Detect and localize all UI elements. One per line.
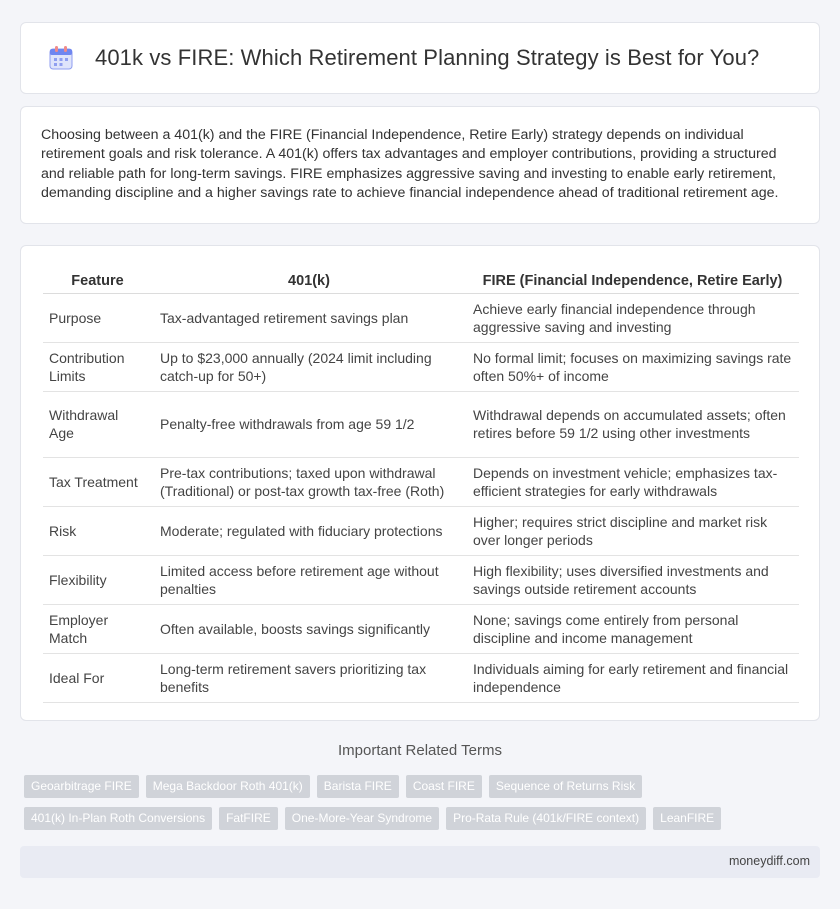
cell-401k: Often available, boosts savings significantly [152, 604, 466, 653]
calendar-icon [47, 44, 75, 72]
table-header-row [43, 266, 799, 293]
tag-coast-fire[interactable]: Coast FIRE [406, 775, 482, 798]
cell-feature: Tax Treatment [43, 457, 152, 506]
table-row [43, 391, 799, 457]
tag-geoarbitrage-fire[interactable]: Geoarbitrage FIRE [24, 775, 139, 798]
tag-barista-fire[interactable]: Barista FIRE [317, 775, 399, 798]
cell-401k: Pre-tax contributions; taxed upon withdrawal (Traditional) or post-tax growth tax-free (Roth) [152, 457, 466, 506]
cell-feature: Withdrawal Age [43, 391, 152, 457]
cell-fire: No formal limit; focuses on maximizing savings rate often 50%+ of income [466, 342, 799, 391]
cell-feature: Risk [43, 506, 152, 555]
tag-in-plan-roth-conversions[interactable]: 401(k) In-Plan Roth Conversions [24, 807, 212, 830]
table-row [43, 506, 799, 555]
header-card [20, 22, 820, 94]
cell-feature: Flexibility [43, 555, 152, 604]
tag-row [24, 807, 824, 830]
cell-401k: Moderate; regulated with fiduciary protections [152, 506, 466, 555]
cell-fire: Individuals aiming for early retirement and financial independence [466, 653, 799, 702]
related-terms-title: Important Related Terms [338, 742, 502, 759]
footer-site-link[interactable]: moneydiff.com [728, 854, 810, 868]
table-row [43, 293, 799, 342]
cell-401k: Long-term retirement savers prioritizing tax benefits [152, 653, 466, 702]
cell-401k: Tax-advantaged retirement savings plan [152, 293, 466, 342]
tag-one-more-year-syndrome[interactable]: One-More-Year Syndrome [285, 807, 439, 830]
cell-fire: None; savings come entirely from personal discipline and income management [466, 604, 799, 653]
table-row [43, 555, 799, 604]
header-feature: Feature [43, 266, 152, 293]
table-row [43, 604, 799, 653]
cell-feature: Employer Match [43, 604, 152, 653]
cell-feature: Purpose [43, 293, 152, 342]
cell-401k: Limited access before retirement age without penalties [152, 555, 466, 604]
cell-fire: Achieve early financial independence through aggressive saving and investing [466, 293, 799, 342]
intro-paragraph: Choosing between a 401(k) and the FIRE (Financial Independence, Retire Early) strategy depends on individual retirement goals and risk tolerance. A 401(k) offers tax advantages and employer contributions, providing a structured and reliable path for long-term savings. FIRE emphasizes aggressive saving and investing to enable early retirement, demanding discipline and a higher savings rate to achieve financial independence ahead of traditional retirement age. [41, 127, 779, 201]
tag-sequence-of-returns-risk[interactable]: Sequence of Returns Risk [489, 775, 642, 798]
footer [20, 846, 820, 878]
cell-feature: Contribution Limits [43, 342, 152, 391]
cell-feature: Ideal For [43, 653, 152, 702]
tag-row [24, 775, 824, 798]
cell-fire: Depends on investment vehicle; emphasizes tax-efficient strategies for early withdrawals [466, 457, 799, 506]
comparison-table [43, 266, 799, 703]
cell-fire: High flexibility; uses diversified investments and savings outside retirement accounts [466, 555, 799, 604]
cell-401k: Penalty-free withdrawals from age 59 1/2 [152, 391, 466, 457]
cell-401k: Up to $23,000 annually (2024 limit including catch-up for 50+) [152, 342, 466, 391]
tag-mega-backdoor-roth[interactable]: Mega Backdoor Roth 401(k) [146, 775, 310, 798]
table-row [43, 342, 799, 391]
header-401k: 401(k) [152, 266, 466, 293]
table-row [43, 653, 799, 702]
comparison-card [20, 245, 820, 721]
cell-fire: Higher; requires strict discipline and market risk over longer periods [466, 506, 799, 555]
cell-fire: Withdrawal depends on accumulated assets; often retires before 59 1/2 using other investments [466, 391, 799, 457]
tag-pro-rata-rule[interactable]: Pro-Rata Rule (401k/FIRE context) [446, 807, 646, 830]
intro-card [20, 106, 820, 224]
page-title: 401k vs FIRE: Which Retirement Planning Strategy is Best for You? [95, 45, 760, 70]
related-terms-tags [24, 775, 824, 839]
table-row [43, 457, 799, 506]
tag-leanfire[interactable]: LeanFIRE [653, 807, 721, 830]
header-fire: FIRE (Financial Independence, Retire Early) [466, 266, 799, 293]
tag-fatfire[interactable]: FatFIRE [219, 807, 278, 830]
